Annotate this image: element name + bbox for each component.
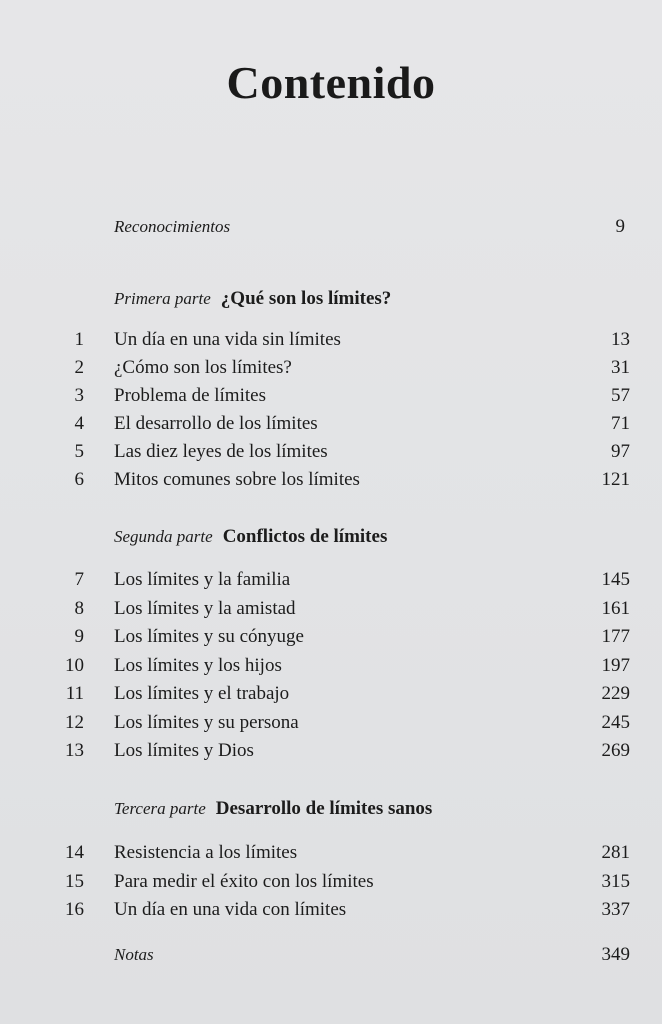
chapter-title: Los límites y la amistad	[114, 598, 296, 619]
chapter-number: 16	[65, 899, 84, 920]
toc-entry	[0, 326, 662, 354]
toc-entry	[0, 737, 662, 765]
chapter-title: Un día en una vida con límites	[114, 899, 347, 920]
toc-entry	[0, 652, 662, 680]
chapter-number: 4	[74, 413, 84, 434]
chapter-title: Los límites y su cónyuge	[114, 626, 304, 647]
chapter-number: 5	[74, 441, 84, 462]
part-label: Primera parte	[114, 289, 211, 308]
chapter-number: 3	[74, 385, 84, 406]
chapter-title: Las diez leyes de los límites	[114, 441, 328, 462]
chapter-page: 145	[601, 569, 630, 590]
back-matter-label: Notas	[114, 945, 154, 964]
chapter-number: 13	[65, 740, 84, 761]
chapter-number: 7	[74, 569, 84, 590]
chapter-number: 12	[65, 712, 84, 733]
part-heading-3	[0, 795, 662, 823]
chapter-page: 269	[601, 740, 630, 761]
chapter-title: Los límites y Dios	[114, 740, 254, 761]
chapter-title: Problema de límites	[114, 385, 266, 406]
chapter-number: 14	[65, 842, 84, 863]
chapter-title: Mitos comunes sobre los límites	[114, 469, 360, 490]
back-matter-page: 349	[601, 944, 630, 965]
toc-entry	[0, 839, 662, 867]
chapter-page: 197	[601, 655, 630, 676]
chapter-number: 8	[74, 598, 84, 619]
chapter-page: 13	[611, 329, 630, 350]
chapter-title: Los límites y los hijos	[114, 655, 282, 676]
toc-entry	[0, 410, 662, 438]
part-title: ¿Qué son los límites?	[220, 288, 392, 309]
part-title: Conflictos de límites	[222, 526, 388, 547]
toc-entry	[0, 680, 662, 708]
chapter-page: 177	[601, 626, 630, 647]
part-label: Segunda parte	[114, 527, 213, 546]
toc-entry-back-matter	[0, 941, 662, 969]
toc-entry-front-matter	[0, 213, 662, 241]
chapter-page: 229	[601, 683, 630, 704]
toc-entry	[0, 438, 662, 466]
chapter-number: 9	[74, 626, 84, 647]
chapter-number: 11	[65, 683, 84, 704]
chapter-title: Resistencia a los límites	[114, 842, 298, 863]
chapter-title: Los límites y la familia	[114, 569, 291, 590]
chapter-page: 57	[611, 385, 630, 406]
toc-entry	[0, 466, 662, 494]
chapter-page: 31	[611, 357, 630, 378]
toc-entry	[0, 623, 662, 651]
chapter-page: 315	[601, 871, 630, 892]
toc-entry	[0, 382, 662, 410]
toc-entry	[0, 709, 662, 737]
chapter-number: 1	[74, 329, 84, 350]
chapter-page: 97	[611, 441, 630, 462]
toc-entry	[0, 566, 662, 594]
chapter-page: 161	[601, 598, 630, 619]
front-matter-label: Reconocimientos	[114, 217, 231, 236]
chapter-number: 10	[65, 655, 84, 676]
chapter-title: Los límites y su persona	[114, 712, 299, 733]
chapter-page: 245	[601, 712, 630, 733]
chapter-number: 6	[74, 469, 84, 490]
toc-entry	[0, 354, 662, 382]
part-label: Tercera parte	[114, 799, 206, 818]
toc-entry	[0, 595, 662, 623]
page-title: Contenido	[226, 57, 436, 108]
chapter-title: Para medir el éxito con los límites	[114, 871, 374, 892]
front-matter-page: 9	[615, 216, 625, 237]
chapter-number: 2	[74, 357, 84, 378]
toc-entry	[0, 896, 662, 924]
chapter-page: 121	[601, 469, 630, 490]
chapter-title: El desarrollo de los límites	[114, 413, 318, 434]
toc-entry	[0, 868, 662, 896]
chapter-title: Un día en una vida sin límites	[114, 329, 341, 350]
chapter-title: ¿Cómo son los límites?	[114, 357, 292, 378]
chapter-page: 337	[601, 899, 630, 920]
part-heading-2	[0, 523, 662, 551]
chapter-page: 71	[611, 413, 630, 434]
chapter-number: 15	[65, 871, 84, 892]
chapter-title: Los límites y el trabajo	[114, 683, 290, 704]
part-title: Desarrollo de límites sanos	[215, 798, 433, 819]
chapter-page: 281	[601, 842, 630, 863]
part-heading-1	[0, 285, 662, 313]
